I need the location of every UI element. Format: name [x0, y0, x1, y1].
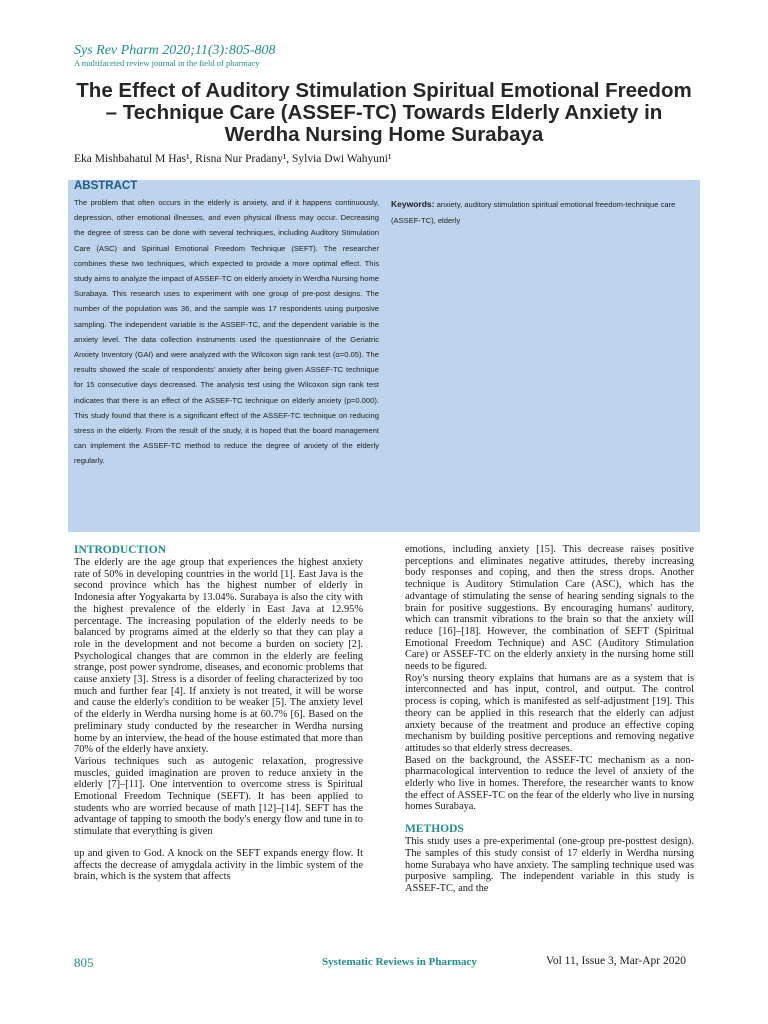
intro-paragraph-2: Various techniques such as autogenic relaxation, progressive muscles, guided imagination are proven to reduce anxiety in the elderly [7]–[11]. One intervention to overcome stress is Spiritual Emotional Freedom Technique (SEFT). It has been applied to students who are worried because of math [12]–[14]. SEFT has the advantage of tapping to smooth the body's energy flow and tune in to stimulate that everything is given [74, 755, 363, 838]
journal-subtitle: A multifaceted review journal in the field of pharmacy [74, 58, 260, 68]
intro-paragraph-6: Based on the background, the ASSEF-TC mechanism as a non-pharmacological intervention to reduce the level of anxiety of the elderly who live in homes. Therefore, the researcher wants to know the effect of ASSEF-TC on the fear of the elderly who live in nursing homes Surabaya. [405, 754, 694, 813]
intro-paragraph-4: emotions, including anxiety [15]. This decrease raises positive perceptions and eliminates negative attitudes, thereby increasing body responses and coping, and then the stress drops. Another technique is Auditory Stimulation Care (ASC), which has the advantage of stimulating the sense of hearing sending signals to the brain for positive suggestions. By encouraging humans' auditory, which can transmit vibrations to the brain so that the anxiety will reduce [16]–[18]. However, the combination of SEFT (Spiritual Emotional Freedom Technique) and ASC (Auditory Stimulation Care) or ASSEF-TC on the elderly anxiety in the nursing home still needs to be figured. [405, 544, 694, 673]
keywords-label: Keywords: [391, 199, 435, 209]
author-list: Eka Mishbahatul M Has¹, Risna Nur Pradany¹, Sylvia Dwi Wahyuni¹ [74, 153, 392, 165]
abstract-heading: ABSTRACT [74, 180, 138, 192]
page-number: 805 [74, 955, 94, 970]
keywords-text: anxiety, auditory stimulation spiritual emotional freedom-technique care (ASSEF-TC), elderly [391, 200, 676, 225]
intro-paragraph-3: up and given to God. A knock on the SEFT expands energy flow. It affects the decrease of amygdala activity in the limbic system of the brain, which is the system that affects [74, 847, 363, 883]
footer-issue: Vol 11, Issue 3, Mar-Apr 2020 [546, 955, 686, 967]
footer-journal-name: Systematic Reviews in Pharmacy [322, 956, 477, 968]
introduction-heading: INTRODUCTION [74, 544, 167, 556]
paper-title: The Effect of Auditory Stimulation Spiritual Emotional Freedom – Technique Care (ASSEF-TC) Towards Elderly Anxiety in Werdha Nursing Home Surabaya [76, 79, 692, 146]
abstract-text: The problem that often occurs in the elderly is anxiety, and if it happens continuously, depression, other emotional illnesses, and even physical illness may occur. Decreasing the degree of stress can be done with several techniques, including Auditory Stimulation Care (ASC) and Spiritual Emotional Freedom Technique (SEFT). The researcher combines these two techniques, which expected to provide a more optimal effect. This study aims to analyze the impact of ASSEF-TC on elderly anxiety in Werdha Nursing home Surabaya. This research uses to experiment with one group of pre-post designs. The number of the population was 36, and the sample was 17 respondents using purposive sampling. The independent variable is the ASSEF-TC, and the dependent variable is the anxiety level. The data collection instruments used the questionnaire of the Geriatric Anxiety Inventory (GAI) and were analyzed with the Wilcoxon sign rank test (α=0.05). The results showed the scale of respondents' anxiety after being given ASSEF-TC technique for 15 consecutive days decreased. The analysis test using the Wilcoxon sign rank test indicates that there is an effect of the ASSEF-TC technique on elderly anxiety (p=0.000). This study found that there is a significant effect of the ASSEF-TC technique on reducing stress in the elderly. From the result of the study, it is hoped that the board management can implement the ASSEF-TC method to reduce the degree of anxiety of the elderly regularly. [74, 198, 380, 466]
right-column [405, 544, 694, 895]
methods-heading: METHODS [405, 823, 464, 836]
keywords [391, 197, 694, 228]
column-gap [74, 838, 363, 848]
left-column [74, 544, 363, 883]
abstract-box [68, 180, 700, 532]
journal-title: Sys Rev Pharm 2020;11(3):805-808 [74, 43, 276, 58]
methods-paragraph-1: This study uses a pre-experimental (one-group pre-posttest design). The samples of this study consist of 17 elderly in Werdha nursing home Surabaya who have anxiety. The sampling technique used was purposive sampling. The independent variable in this study is ASSEF-TC, and the [405, 836, 694, 894]
intro-paragraph-5: Roy's nursing theory explains that humans are as a system that is interconnected and has input, control, and output. The control process is coping, which is manifested as self-adjustment [19]. This theory can be applied in this research that the elderly can adjust anxiety because of the treatment and produce an effective coping mechanism by building positive perceptions and removing negative attitudes so that elderly stress decreases. [405, 672, 694, 754]
section-gap [405, 813, 694, 823]
intro-paragraph-1: The elderly are the age group that experiences the highest anxiety rate of 50% in developing countries in the world [1]. East Java is the second province which has the highest number of elderly in Indonesia after Yogyakarta by 13.04%. Surabaya is also the city with the highest prevalence of the elderly in East Java at 12.95% percentage. The increasing population of the elderly needs to be balanced by programs aimed at the elderly so that they can play a role in the development and not become a burden on society [2]. Psychological changes that are common in the elderly are feeling strange, post power syndrome, diseases, and economic problems that cause anxiety [3]. Stress is a disorder of feeling characterized by too much and further fear [4]. If anxiety is not treated, it will be worse and cause the elderly's condition to be weaker [5]. The anxiety level of the elderly in Werdha nursing home is at 60.7% [6]. Based on the preliminary study conducted by the researcher in Werdha nursing home by an interview, the head of the house estimated that more than 70% of the elderly have anxiety. [74, 557, 363, 756]
